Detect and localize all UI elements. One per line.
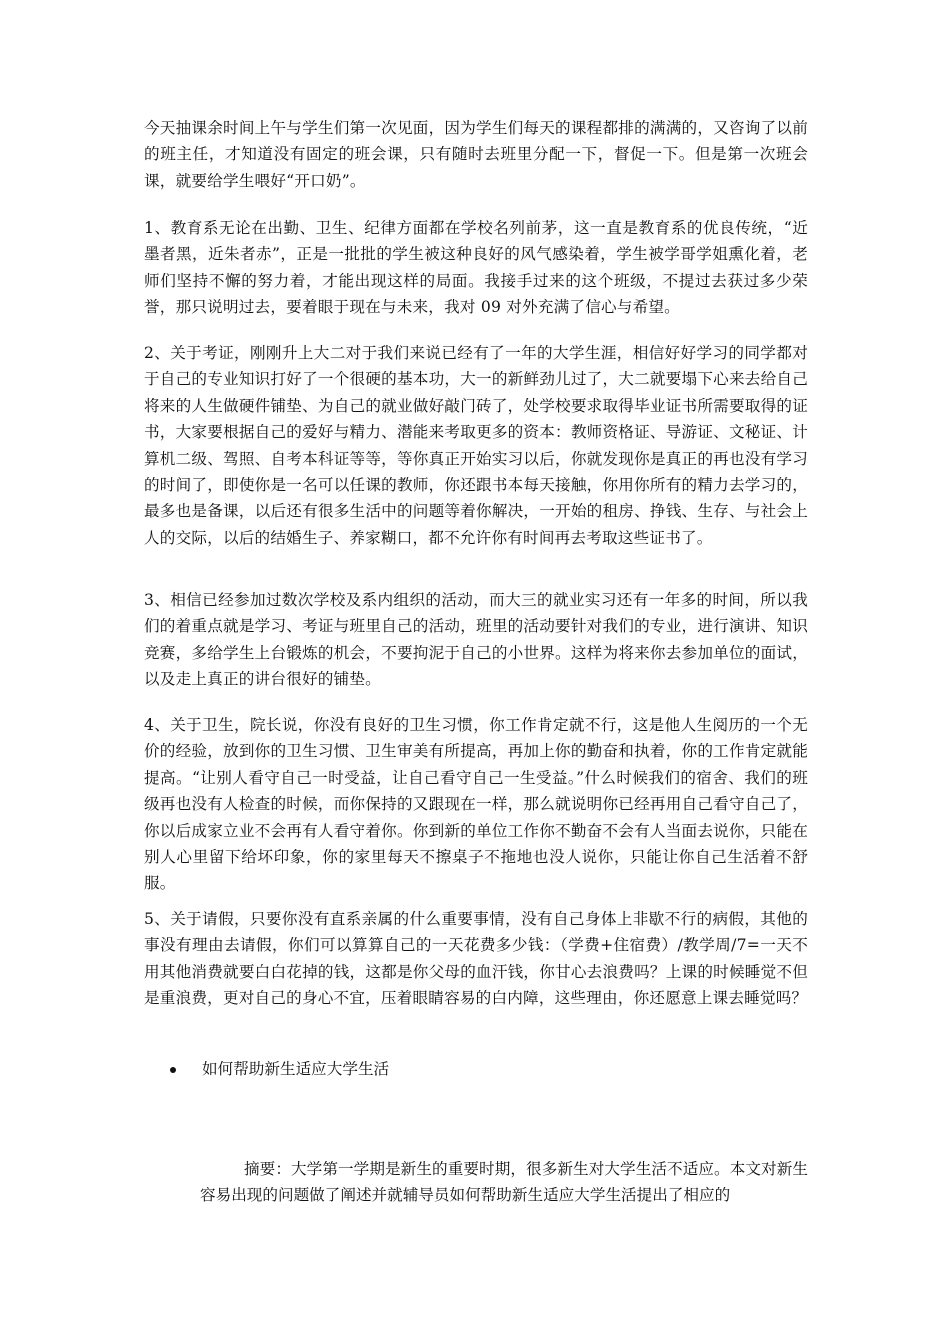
bullet-list-item <box>170 1056 770 1082</box>
point-paragraph-4: 4、关于卫生，院长说，你没有良好的卫生习惯，你工作肯定就不行，这是他人生阅历的一个无价的经验，放到你的卫生习惯、卫生审美有所提高，再加上你的勤奋和执着，你的工作肯定就能提高。“让别人看守自己一时受益，让自己看守自己一生受益。”什么时候我们的宿舍、我们的班级再也没有人检查的时候，而你保持的又跟现在一样，那么就说明你已经再用自己看守自己了，你以后成家立业不会再有人看守着你。你到新的单位工作你不勤奋不会有人当面去说你，只能在别人心里留下给坏印象，你的家里每天不擦桌子不拖地也没人说你，只能让你自己生活着不舒服。 <box>144 716 808 893</box>
point-paragraph-2: 2、关于考证，刚刚升上大二对于我们来说已经有了一年的大学生涯，相信好好学习的同学都对于自己的专业知识打好了一个很硬的基本功，大一的新鲜劲儿过了，大二就要塌下心来去给自己将来的人生做硬件铺垫、为自己的就业做好敲门砖了，处学校要求取得毕业证书所需要取得的证书，大家要根据自己的爱好与精力、潜能来考取更多的资本：教师资格证、导游证、文秘证、计算机二级、驾照、自考本科证等等，等你真正开始实习以后，你就发现你是真正的再也没有学习的时间了，即使你是一名可以任课的教师，你还跟书本每天接触，你用你所有的精力去学习的，最多也是备课，以后还有很多生活中的问题等着你解决，一开始的租房、挣钱、生存、与社会上人的交际，以后的结婚生子、养家糊口，都不允许你有时间再去考取这些证书了。 <box>144 344 808 547</box>
intro-paragraph: 今天抽课余时间上午与学生们第一次见面，因为学生们每天的课程都排的满满的，又咨询了以前的班主任，才知道没有固定的班会课，只有随时去班里分配一下，督促一下。但是第一次班会课，就要给学生喂好“开口奶”。 <box>144 119 808 190</box>
point-paragraph-3: 3、相信已经参加过数次学校及系内组织的活动，而大三的就业实习还有一年多的时间，所以我们的着重点就是学习、考证与班里自己的活动，班里的活动要针对我们的专业，进行演讲、知识竞赛，多给学生上台锻炼的机会，不要拘泥于自己的小世界。这样为将来你去参加单位的面试，以及走上真正的讲台很好的铺垫。 <box>144 591 808 689</box>
bullet-item-text: 如何帮助新生适应大学生活 <box>202 1060 390 1078</box>
point-paragraph-1: 1、教育系无论在出勤、卫生、纪律方面都在学校名列前茅，这一直是教育系的优良传统，“近墨者黑，近朱者赤”，正是一批批的学生被这种良好的风气感染着，学生被学哥学姐熏化着，老师们坚持不懈的努力着，才能出现这样的局面。我接手过来的这个班级，不提过去获过多少荣誉，那只说明过去，要着眼于现在与未来，我对 09 对外充满了信心与希望。 <box>144 219 808 317</box>
abstract-paragraph: 摘要：大学第一学期是新生的重要时期，很多新生对大学生活不适应。本文对新生容易出现的问题做了阐述并就辅导员如何帮助新生适应大学生活提出了相应的 <box>200 1160 808 1205</box>
point-paragraph-5: 5、关于请假，只要你没有直系亲属的什么重要事情，没有自己身体上非歇不行的病假，其他的事没有理由去请假，你们可以算算自己的一天花费多少钱：（学费+住宿费）/教学周/7=一天不用其他消费就要白白花掉的钱，这都是你父母的血汗钱，你甘心去浪费吗？上课的时候睡觉不但是重浪费，更对自己的身心不宜，压着眼睛容易的白内障，这些理由，你还愿意上课去睡觉吗？ <box>144 910 808 1008</box>
bullet-dot-icon <box>170 1067 176 1073</box>
